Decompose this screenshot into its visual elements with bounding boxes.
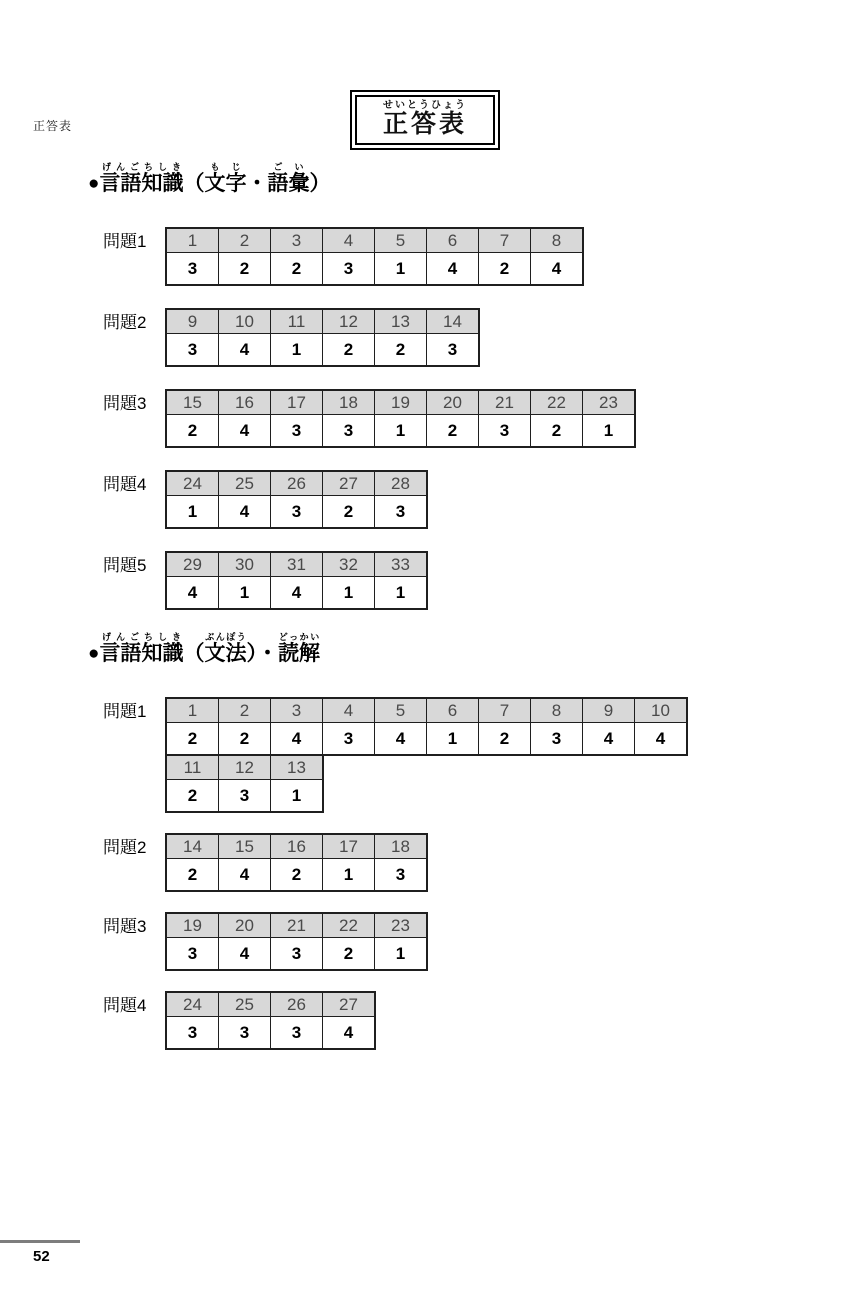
question-number-cell: 22	[323, 913, 375, 938]
question-number-row	[166, 552, 427, 577]
question-number-cell: 11	[166, 755, 219, 780]
answer-cell: 1	[375, 577, 428, 610]
heading-text: （	[183, 172, 205, 196]
answer-table	[165, 912, 428, 971]
heading-ruby: 語彙ごい	[267, 162, 310, 196]
question-number-cell: 4	[323, 228, 375, 253]
answer-cell: 3	[323, 415, 375, 448]
answer-cell: 4	[323, 1017, 376, 1050]
title-box	[350, 90, 500, 150]
problem-label: 問題4	[103, 475, 147, 495]
question-number-cell: 26	[271, 992, 323, 1017]
answer-cell: 4	[427, 253, 479, 286]
running-header: 正答表	[33, 119, 73, 133]
answer-cell: 4	[219, 496, 271, 529]
answer-row	[166, 334, 479, 367]
question-number-cell: 5	[375, 228, 427, 253]
answer-cell: 2	[219, 253, 271, 286]
answer-table	[165, 389, 636, 448]
answer-cell: 2	[166, 780, 219, 813]
question-number-cell: 25	[219, 471, 271, 496]
question-number-row	[166, 309, 479, 334]
answer-cell: 1	[375, 253, 427, 286]
heading-ruby: 文字もじ	[204, 162, 247, 196]
answer-cell: 3	[375, 859, 428, 892]
answer-table	[165, 227, 584, 286]
question-number-cell: 29	[166, 552, 219, 577]
question-number-cell: 2	[219, 698, 271, 723]
problem-label: 問題4	[103, 996, 147, 1016]
problem-row	[103, 551, 850, 610]
answer-row	[166, 253, 583, 286]
answer-row	[166, 859, 427, 892]
bullet-icon: ●	[88, 643, 100, 665]
answer-cell: 3	[323, 253, 375, 286]
answer-cell: 3	[166, 1017, 219, 1050]
question-number-cell: 12	[219, 755, 271, 780]
answer-cell: 1	[375, 938, 428, 971]
problem-label: 問題3	[103, 394, 147, 414]
heading-ruby: 言語知識げんごちしき	[99, 632, 184, 666]
question-number-row	[166, 913, 427, 938]
question-number-row	[166, 755, 323, 780]
question-number-cell: 10	[635, 698, 688, 723]
question-number-cell: 31	[271, 552, 323, 577]
answer-cell: 1	[375, 415, 427, 448]
answer-cell: 3	[219, 1017, 271, 1050]
question-number-cell: 24	[166, 992, 219, 1017]
question-number-cell: 2	[219, 228, 271, 253]
answer-tables	[165, 697, 688, 813]
problem-row	[103, 389, 850, 448]
answer-cell: 4	[219, 938, 271, 971]
question-number-cell: 1	[166, 228, 219, 253]
section-heading	[88, 632, 850, 665]
answer-cell: 3	[166, 938, 219, 971]
question-number-cell: 4	[323, 698, 375, 723]
question-number-cell: 16	[219, 390, 271, 415]
section-1	[88, 162, 850, 610]
answer-cell: 3	[271, 1017, 323, 1050]
page-number: 52	[33, 1248, 50, 1265]
bullet-icon: ●	[88, 173, 100, 195]
answer-cell: 2	[531, 415, 583, 448]
answer-cell: 2	[323, 496, 375, 529]
answer-table	[165, 754, 324, 813]
question-number-cell: 3	[271, 228, 323, 253]
question-number-cell: 13	[375, 309, 427, 334]
answer-cell: 2	[271, 253, 323, 286]
answer-row	[166, 780, 323, 813]
answer-table	[165, 833, 428, 892]
heading-ruby: 言語知識げんごちしき	[99, 162, 184, 196]
heading-text: ・	[256, 642, 278, 666]
heading-text: ）	[246, 642, 257, 666]
problem-row	[103, 991, 850, 1050]
heading-ruby: 読解どっかい	[277, 632, 320, 666]
question-number-row	[166, 471, 427, 496]
question-number-cell: 1	[166, 698, 219, 723]
question-number-cell: 9	[166, 309, 219, 334]
answer-table	[165, 308, 480, 367]
problem-row	[103, 227, 850, 286]
answer-cell: 4	[583, 723, 635, 756]
answer-cell: 3	[531, 723, 583, 756]
question-number-cell: 15	[166, 390, 219, 415]
answer-cell: 2	[271, 859, 323, 892]
answer-cell: 4	[219, 859, 271, 892]
question-number-cell: 6	[427, 228, 479, 253]
question-number-cell: 28	[375, 471, 428, 496]
question-number-cell: 23	[375, 913, 428, 938]
answer-cell: 2	[427, 415, 479, 448]
question-number-cell: 24	[166, 471, 219, 496]
question-number-cell: 10	[219, 309, 271, 334]
title-box-inner	[355, 95, 495, 145]
question-number-row	[166, 834, 427, 859]
problem-label: 問題3	[103, 917, 147, 937]
answer-cell: 4	[219, 415, 271, 448]
problem-row	[103, 697, 850, 813]
answer-cell: 3	[271, 415, 323, 448]
question-number-cell: 13	[271, 755, 324, 780]
sections-container	[0, 162, 850, 1050]
answer-cell: 3	[427, 334, 480, 367]
answer-cell: 4	[531, 253, 584, 286]
question-number-cell: 9	[583, 698, 635, 723]
question-number-row	[166, 698, 687, 723]
problem-label: 問題1	[103, 702, 147, 722]
question-number-cell: 7	[479, 228, 531, 253]
question-number-cell: 18	[323, 390, 375, 415]
heading-text: ・	[246, 172, 268, 196]
answer-tables	[165, 551, 428, 610]
problem-row	[103, 833, 850, 892]
question-number-cell: 18	[375, 834, 428, 859]
heading-text: ）	[309, 172, 331, 196]
answer-tables	[165, 833, 428, 892]
answer-cell: 4	[166, 577, 219, 610]
answer-table	[165, 551, 428, 610]
title-furigana: せいとうひょう	[382, 100, 467, 111]
question-number-row	[166, 390, 635, 415]
answer-cell: 2	[219, 723, 271, 756]
question-number-cell: 8	[531, 228, 584, 253]
answer-row	[166, 1017, 375, 1050]
question-number-row	[166, 228, 583, 253]
problem-row	[103, 470, 850, 529]
question-number-cell: 21	[271, 913, 323, 938]
question-number-cell: 33	[375, 552, 428, 577]
answer-cell: 3	[375, 496, 428, 529]
question-number-cell: 25	[219, 992, 271, 1017]
answer-cell: 1	[323, 859, 375, 892]
answer-table	[165, 697, 688, 756]
question-number-cell: 5	[375, 698, 427, 723]
answer-cell: 2	[323, 334, 375, 367]
question-number-cell: 14	[427, 309, 480, 334]
question-number-cell: 32	[323, 552, 375, 577]
answer-row	[166, 415, 635, 448]
question-number-cell: 17	[271, 390, 323, 415]
question-number-cell: 26	[271, 471, 323, 496]
question-number-cell: 7	[479, 698, 531, 723]
answer-cell: 4	[375, 723, 427, 756]
answer-cell: 2	[479, 723, 531, 756]
problem-label: 問題2	[103, 838, 147, 858]
answer-row	[166, 496, 427, 529]
question-number-cell: 22	[531, 390, 583, 415]
answer-cell: 1	[583, 415, 636, 448]
page-title: 正答表	[382, 110, 467, 138]
answer-tables	[165, 470, 428, 529]
footer-rule	[0, 1240, 80, 1243]
answer-cell: 2	[166, 859, 219, 892]
question-number-cell: 12	[323, 309, 375, 334]
answer-tables	[165, 308, 480, 367]
question-number-cell: 23	[583, 390, 636, 415]
question-number-row	[166, 992, 375, 1017]
heading-text: （	[183, 642, 205, 666]
heading-ruby: 文法ぶんぽう	[204, 632, 247, 666]
answer-cell: 1	[323, 577, 375, 610]
answer-row	[166, 938, 427, 971]
answer-tables	[165, 389, 636, 448]
problem-row	[103, 308, 850, 367]
question-number-cell: 11	[271, 309, 323, 334]
answer-cell: 2	[323, 938, 375, 971]
answer-cell: 1	[219, 577, 271, 610]
section-2	[88, 632, 850, 1050]
problem-label: 問題5	[103, 556, 147, 576]
question-number-cell: 14	[166, 834, 219, 859]
question-number-cell: 20	[219, 913, 271, 938]
answer-cell: 3	[166, 334, 219, 367]
question-number-cell: 19	[375, 390, 427, 415]
answer-tables	[165, 227, 584, 286]
answer-row	[166, 577, 427, 610]
answer-cell: 3	[166, 253, 219, 286]
question-number-cell: 6	[427, 698, 479, 723]
question-number-cell: 27	[323, 471, 375, 496]
question-number-cell: 19	[166, 913, 219, 938]
question-number-cell: 3	[271, 698, 323, 723]
answer-cell: 4	[635, 723, 688, 756]
answer-cell: 4	[271, 723, 323, 756]
question-number-cell: 30	[219, 552, 271, 577]
section-heading	[88, 162, 850, 195]
question-number-cell: 8	[531, 698, 583, 723]
answer-cell: 1	[271, 334, 323, 367]
question-number-cell: 21	[479, 390, 531, 415]
answer-tables	[165, 912, 428, 971]
answer-cell: 3	[479, 415, 531, 448]
answer-cell: 3	[271, 496, 323, 529]
question-number-cell: 16	[271, 834, 323, 859]
answer-cell: 3	[219, 780, 271, 813]
answer-cell: 1	[166, 496, 219, 529]
question-number-cell: 15	[219, 834, 271, 859]
question-number-cell: 27	[323, 992, 376, 1017]
answer-cell: 3	[271, 938, 323, 971]
answer-cell: 2	[479, 253, 531, 286]
answer-table	[165, 991, 376, 1050]
answer-cell: 2	[375, 334, 427, 367]
problem-label: 問題1	[103, 232, 147, 252]
question-number-cell: 17	[323, 834, 375, 859]
answer-cell: 3	[323, 723, 375, 756]
answer-cell: 2	[166, 723, 219, 756]
problem-row	[103, 912, 850, 971]
answer-cell: 4	[219, 334, 271, 367]
answer-cell: 1	[271, 780, 324, 813]
answer-cell: 1	[427, 723, 479, 756]
problem-label: 問題2	[103, 313, 147, 333]
answer-table	[165, 470, 428, 529]
answer-row	[166, 723, 687, 756]
question-number-cell: 20	[427, 390, 479, 415]
answer-cell: 4	[271, 577, 323, 610]
answer-cell: 2	[166, 415, 219, 448]
answer-tables	[165, 991, 376, 1050]
